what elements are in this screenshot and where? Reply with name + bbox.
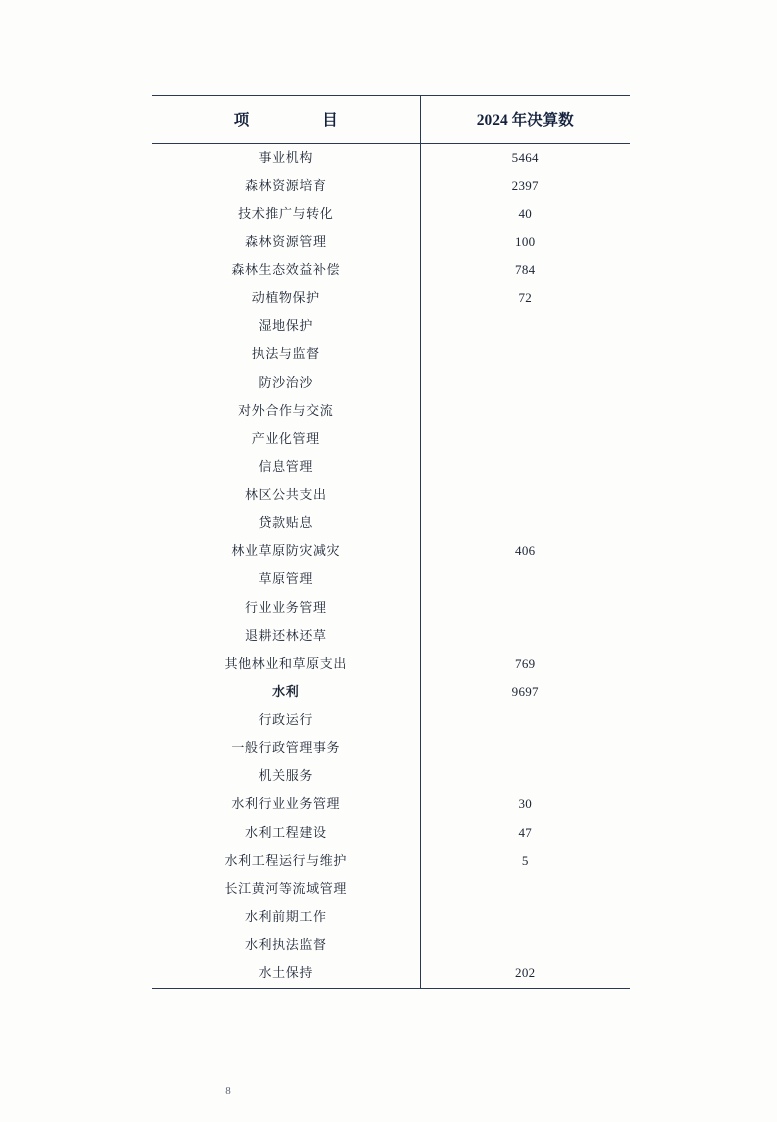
table-cell-value: 406	[515, 543, 536, 559]
table-cell-value	[420, 875, 630, 903]
table-cell-value	[420, 594, 630, 622]
page-number	[0, 1085, 777, 1097]
table-cell-item: 动植物保护	[152, 285, 420, 313]
table-cell-item: 技术推广与转化	[152, 200, 420, 228]
table-cell-value: 30	[518, 796, 533, 812]
table-cell-value: 72	[518, 290, 533, 306]
table-cell-item: 执法与监督	[152, 341, 420, 369]
table-row	[152, 960, 630, 989]
table-cell-item: 防沙治沙	[152, 369, 420, 397]
table-cell-value: 40	[518, 205, 533, 221]
table-cell-value	[420, 510, 630, 538]
table-row	[152, 847, 630, 875]
table-row	[152, 678, 630, 706]
page-number-text: 8	[225, 1085, 232, 1097]
table-cell-item: 机关服务	[152, 763, 420, 791]
table-cell-item: 森林生态效益补偿	[152, 257, 420, 285]
budget-table	[152, 95, 630, 989]
table-cell-item: 林业草原防灾减灾	[152, 538, 420, 566]
table-row	[152, 791, 630, 819]
table-cell-item: 信息管理	[152, 453, 420, 481]
table-row	[152, 425, 630, 453]
table-cell-value	[420, 932, 630, 960]
column-header-value: 2024 年决算数	[420, 96, 630, 144]
table-cell-value: 9697	[511, 683, 539, 699]
table-row	[152, 763, 630, 791]
table-cell-value	[420, 763, 630, 791]
table-cell-item: 水利执法监督	[152, 932, 420, 960]
table-cell-item: 行政运行	[152, 707, 420, 735]
table-cell-item: 水利	[152, 678, 420, 706]
table-row	[152, 594, 630, 622]
table-cell-item: 产业化管理	[152, 425, 420, 453]
table-cell-item: 其他林业和草原支出	[152, 650, 420, 678]
table-row	[152, 566, 630, 594]
table-row	[152, 397, 630, 425]
table-cell-item: 水利工程运行与维护	[152, 847, 420, 875]
table-cell-value	[420, 341, 630, 369]
table-body	[152, 144, 630, 989]
table-row	[152, 538, 630, 566]
table-cell-value: 47	[518, 824, 533, 840]
table-cell-value	[420, 903, 630, 931]
table-cell-value	[420, 482, 630, 510]
table-cell-value: 2397	[511, 177, 539, 193]
table-cell-value	[420, 313, 630, 341]
table-cell-item: 水利工程建设	[152, 819, 420, 847]
table-row	[152, 228, 630, 256]
table-cell-item: 退耕还林还草	[152, 622, 420, 650]
table-cell-item: 森林资源培育	[152, 172, 420, 200]
table-cell-item: 水利行业业务管理	[152, 791, 420, 819]
table-row	[152, 875, 630, 903]
table-row	[152, 650, 630, 678]
table-cell-value	[420, 397, 630, 425]
table-row	[152, 200, 630, 228]
budget-table-container	[152, 95, 630, 989]
table-cell-value	[420, 369, 630, 397]
table-cell-value: 100	[515, 233, 536, 249]
table-cell-item: 事业机构	[152, 144, 420, 173]
table-row	[152, 257, 630, 285]
table-cell-item: 贷款贴息	[152, 510, 420, 538]
table-row	[152, 482, 630, 510]
table-cell-value: 202	[420, 960, 630, 989]
table-cell-value	[420, 425, 630, 453]
table-row	[152, 285, 630, 313]
table-cell-item: 森林资源管理	[152, 228, 420, 256]
table-row	[152, 819, 630, 847]
table-header-row	[152, 96, 630, 144]
table-cell-value	[420, 566, 630, 594]
table-cell-item: 草原管理	[152, 566, 420, 594]
column-header-item: 项 目	[152, 96, 420, 144]
table-cell-item: 湿地保护	[152, 313, 420, 341]
table-row	[152, 341, 630, 369]
table-cell-value: 5464	[511, 149, 539, 165]
table-row	[152, 453, 630, 481]
table-row	[152, 932, 630, 960]
table-header	[152, 96, 630, 144]
table-cell-item: 一般行政管理事务	[152, 735, 420, 763]
table-row	[152, 369, 630, 397]
table-cell-item: 长江黄河等流域管理	[152, 875, 420, 903]
table-cell-value	[420, 622, 630, 650]
table-row	[152, 735, 630, 763]
table-row	[152, 903, 630, 931]
table-row	[152, 144, 630, 173]
table-cell-value: 5	[521, 852, 529, 868]
table-cell-item: 水土保持	[152, 960, 420, 989]
table-cell-value	[420, 707, 630, 735]
table-cell-item: 行业业务管理	[152, 594, 420, 622]
table-cell-value	[420, 453, 630, 481]
table-cell-value: 784	[515, 262, 536, 278]
table-row	[152, 172, 630, 200]
table-cell-item: 对外合作与交流	[152, 397, 420, 425]
table-cell-item: 水利前期工作	[152, 903, 420, 931]
table-cell-value: 769	[515, 655, 536, 671]
table-row	[152, 313, 630, 341]
table-row	[152, 707, 630, 735]
table-cell-item: 林区公共支出	[152, 482, 420, 510]
table-row	[152, 622, 630, 650]
table-row	[152, 510, 630, 538]
table-cell-value	[420, 735, 630, 763]
